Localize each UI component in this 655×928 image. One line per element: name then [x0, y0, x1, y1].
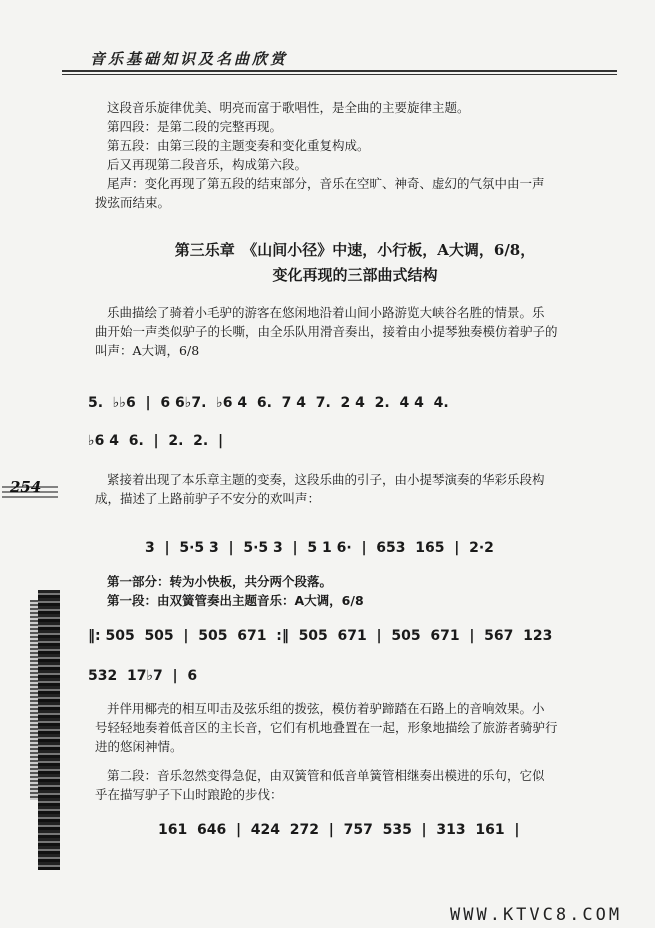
intro-line: 这段音乐旋律优美、明亮而富于歌唱性，是全曲的主要旋律主题。	[107, 100, 470, 115]
score-2-row-1: 3 | 5·5 3 | 5·5 3 | 5 1 6· | 653 165 | 2·2	[145, 540, 494, 556]
part-1-title: 第一部分：转为小快板，共分两个段落。	[107, 574, 333, 589]
score-3-row-1: ‖: 505 505 | 505 671 :‖ 505 671 | 505 671 | 567 123	[88, 628, 553, 644]
watermark: WWW.KTVC8.COM	[450, 905, 623, 925]
paragraph-line: 进的悠闲神情。	[95, 739, 183, 754]
paragraph-line: 第二段：音乐忽然变得急促，由双簧管和低音单簧管相继奏出模进的乐句，它似	[107, 768, 545, 783]
paragraph-3	[95, 699, 610, 756]
page-edge-scan-artifact-thin	[30, 600, 38, 800]
paragraph-line: 叫声：A大调，6/8	[95, 343, 200, 358]
header-rule	[62, 70, 617, 72]
score-3-row-2: 532 17♭7 | 6	[88, 668, 198, 684]
paragraph-1	[95, 303, 610, 360]
intro-line: 后又再现第二段音乐，构成第六段。	[107, 157, 308, 172]
part-1-heading	[95, 572, 610, 610]
paragraph-line: 并伴用椰壳的相互叩击及弦乐组的拨弦，模仿着驴蹄踏在石路上的音响效果。小	[107, 701, 545, 716]
page-edge-scan-artifact	[38, 590, 60, 870]
header-rule-thin	[62, 74, 617, 75]
page-number-decoration	[0, 484, 62, 502]
intro-line: 尾声：变化再现了第五段的结束部分，音乐在空旷、神奇、虚幻的气氛中由一声	[107, 176, 545, 191]
running-header-title: 音乐基础知识及名曲欣赏	[90, 50, 289, 68]
score-4-row-1: 161 646 | 424 272 | 757 535 | 313 161 |	[158, 822, 520, 838]
score-1-row-2: ♭6 4 6. | 2. 2. |	[88, 433, 224, 449]
intro-paragraph	[95, 98, 610, 212]
paragraph-line: 号轻轻地奏着低音区的主长音，它们有机地叠置在一起，形象地描绘了旅游者骑驴行	[95, 720, 558, 735]
paragraph-line: 成，描述了上路前驴子不安分的欢叫声：	[95, 491, 321, 506]
chapter-title-line2: 变化再现的三部曲式结构	[272, 266, 438, 284]
chapter-title-line1: 第三乐章 《山间小径》中速，小行板，A大调，6/8，	[174, 241, 536, 259]
paragraph-line: 乐曲描绘了骑着小毛驴的游客在悠闲地沿着山间小路游览大峡谷名胜的情景。乐	[107, 305, 545, 320]
intro-line: 拨弦而结束。	[95, 195, 171, 210]
intro-line: 第五段：由第三段的主题变奏和变化重复构成。	[107, 138, 370, 153]
score-1-row-1: 5. ♭♭6 | 6 6♭7. ♭6 4 6. 7 4 7. 2 4 2. 4 4 4.	[88, 395, 449, 411]
paragraph-2	[95, 470, 610, 508]
page-number: 254	[10, 478, 42, 496]
paragraph-4	[95, 766, 610, 804]
chapter-heading	[95, 238, 615, 288]
paragraph-line: 乎在描写驴子下山时踉跄的步伐：	[95, 787, 283, 802]
section-1-title: 第一段：由双簧管奏出主题音乐：A大调，6/8	[107, 593, 364, 608]
paragraph-line: 曲开始一声类似驴子的长嘶，由全乐队用滑音奏出，接着由小提琴独奏模仿着驴子的	[95, 324, 558, 339]
intro-line: 第四段：是第二段的完整再现。	[107, 119, 283, 134]
paragraph-line: 紧接着出现了本乐章主题的变奏，这段乐曲的引子，由小提琴演奏的华彩乐段构	[107, 472, 545, 487]
